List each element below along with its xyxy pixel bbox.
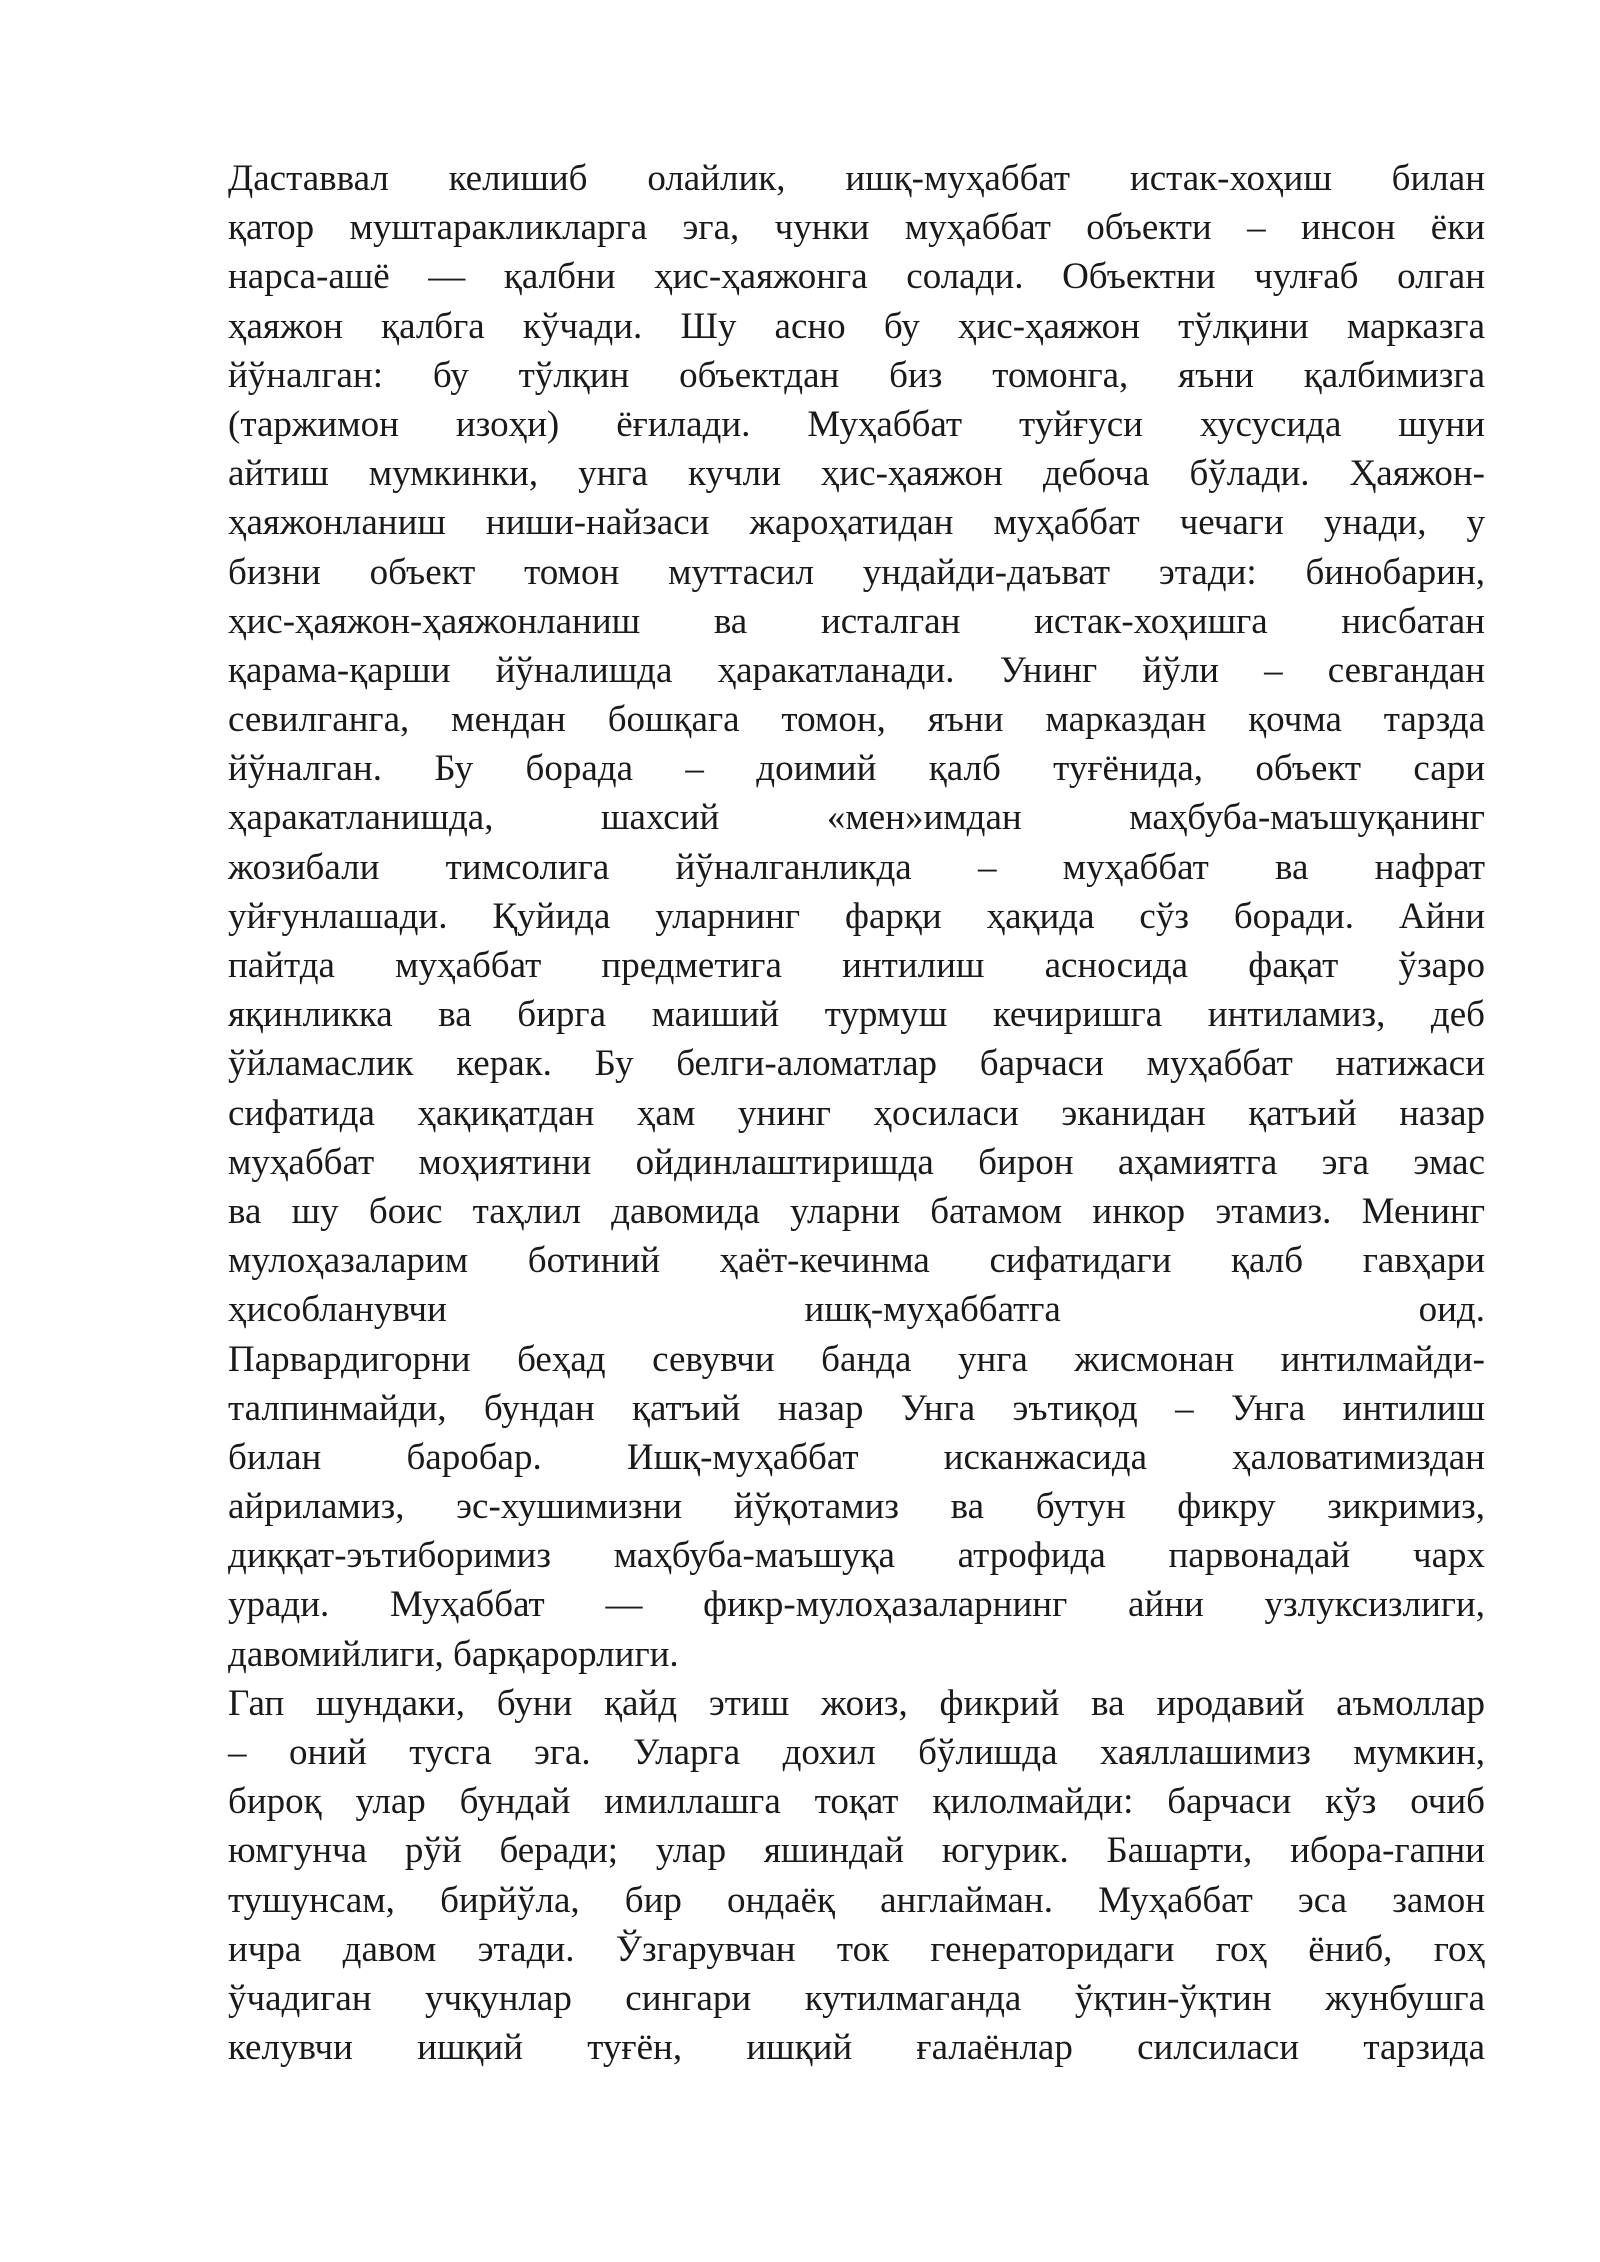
text-line: йўналган: бу тўлқин объектдан биз томонга, яъни қалбимизга	[228, 354, 1485, 396]
text-line: айриламиз, эс-хушимизни йўқотамиз ва бутун фикру зикримиз,	[228, 1486, 1485, 1528]
text-line: муҳаббат моҳиятини ойдинлаштиришда бирон аҳамиятга эга эмас	[228, 1141, 1485, 1183]
text-line: Парвардигорни беҳад севувчи банда унга жисмонан интилмайди-	[228, 1338, 1485, 1380]
text-line: бизни объект томон муттасил ундайди-даъват этади: бинобарин,	[228, 551, 1485, 593]
text-line: ўчадиган учқунлар сингари кутилмаганда ўқтин-ўқтин жунбушга	[228, 1977, 1485, 2019]
text-line: уради. Муҳаббат — фикр-мулоҳазаларнинг айни узлуксизлиги,	[228, 1584, 1485, 1626]
text-line: ўйламаслик керак. Бу белги-аломатлар барчаси муҳаббат натижаси	[228, 1043, 1485, 1085]
text-line: тушунсам, бирйўла, бир ондаёқ англайман. Муҳаббат эса замон	[228, 1879, 1485, 1921]
text-line: мулоҳазаларим ботиний ҳаёт-кечинма сифатидаги қалб гавҳари	[228, 1240, 1485, 1282]
text-line: нарса-ашё — қалбни ҳис-ҳаяжонга солади. Объектни чулғаб олган	[228, 256, 1485, 298]
document-body	[228, 154, 1485, 2072]
text-line: пайтда муҳаббат предметига интилиш асносида фақат ўзаро	[228, 945, 1485, 986]
text-line: севилганга, мендан бошқага томон, яъни марказдан қочма тарзда	[228, 699, 1485, 741]
text-line: ва шу боис таҳлил давомида уларни батамом инкор этамиз. Менинг	[228, 1190, 1485, 1232]
text-line: давомийлиги, барқарорлиги.	[228, 1633, 679, 1675]
text-line: ҳаяжон қалбга кўчади. Шу асно бу ҳис-ҳаяжон тўлқини марказга	[228, 305, 1485, 347]
text-line: келувчи ишқий туғён, ишқий ғалаёнлар силсиласи тарзида	[228, 2027, 1485, 2069]
text-line: диққат-эътиборимиз маҳбуба-маъшуқа атрофида парвонадай чарх	[228, 1535, 1485, 1577]
text-line: Даставвал келишиб олайлик, ишқ-муҳаббат истак-хоҳиш билан	[228, 158, 1485, 199]
text-line: ҳаяжонланиш ниши-найзаси жароҳатидан муҳаббат чечаги унади, у	[228, 502, 1485, 544]
text-line: – оний тусга эга. Уларга дохил бўлишда хаяллашимиз мумкин,	[228, 1732, 1485, 1773]
text-line: ичра давом этади. Ўзгарувчан ток генераторидаги гоҳ ёниб, гоҳ	[228, 1928, 1485, 1970]
text-line: ҳис-ҳаяжон-ҳаяжонланиш ва исталган истак-хоҳишга нисбатан	[228, 600, 1485, 642]
text-line: уйғунлашади. Қуйида уларнинг фарқи ҳақида сўз боради. Айни	[228, 895, 1485, 937]
text-line: сифатида ҳақиқатдан ҳам унинг ҳосиласи эканидан қатъий назар	[228, 1092, 1485, 1134]
text-line: жозибали тимсолига йўналганликда – муҳаббат ва нафрат	[228, 846, 1485, 888]
paragraph-1	[228, 154, 1485, 1679]
text-line: қарама-қарши йўналишда ҳаракатланади. Унинг йўли – севгандан	[228, 649, 1485, 691]
text-line: Гап шундаки, буни қайд этиш жоиз, фикрий ва иродавий аъмоллар	[228, 1682, 1485, 1724]
text-line: билан баробар. Ишқ-муҳаббат исканжасида ҳаловатимиздан	[228, 1436, 1485, 1478]
text-line: (таржимон изоҳи) ёғилади. Муҳаббат туйғуси хусусида шуни	[228, 403, 1485, 445]
text-line: ҳисобланувчи ишқ-муҳаббатга оид.	[228, 1289, 1485, 1331]
text-line: йўналган. Бу борада – доимий қалб туғёнида, объект сари	[228, 748, 1485, 790]
paragraph-2	[228, 1679, 1485, 2073]
text-line: яқинликка ва бирга маиший турмуш кечиришга интиламиз, деб	[228, 994, 1485, 1036]
text-line: қатор муштаракликларга эга, чунки муҳаббат объекти – инсон ёки	[228, 207, 1485, 249]
text-line: бироқ улар бундай имиллашга тоқат қилолмайди: барчаси кўз очиб	[228, 1781, 1485, 1823]
text-line: талпинмайди, бундан қатъий назар Унга эътиқод – Унга интилиш	[228, 1387, 1485, 1429]
text-line: айтиш мумкинки, унга кучли ҳис-ҳаяжон дебоча бўлади. Ҳаяжон-	[228, 453, 1485, 495]
text-line: ҳаракатланишда, шахсий «мен»имдан маҳбуба-маъшуқанинг	[228, 797, 1485, 839]
text-line: юмгунча рўй беради; улар яшиндай югурик. Башарти, ибора-гапни	[228, 1830, 1485, 1872]
